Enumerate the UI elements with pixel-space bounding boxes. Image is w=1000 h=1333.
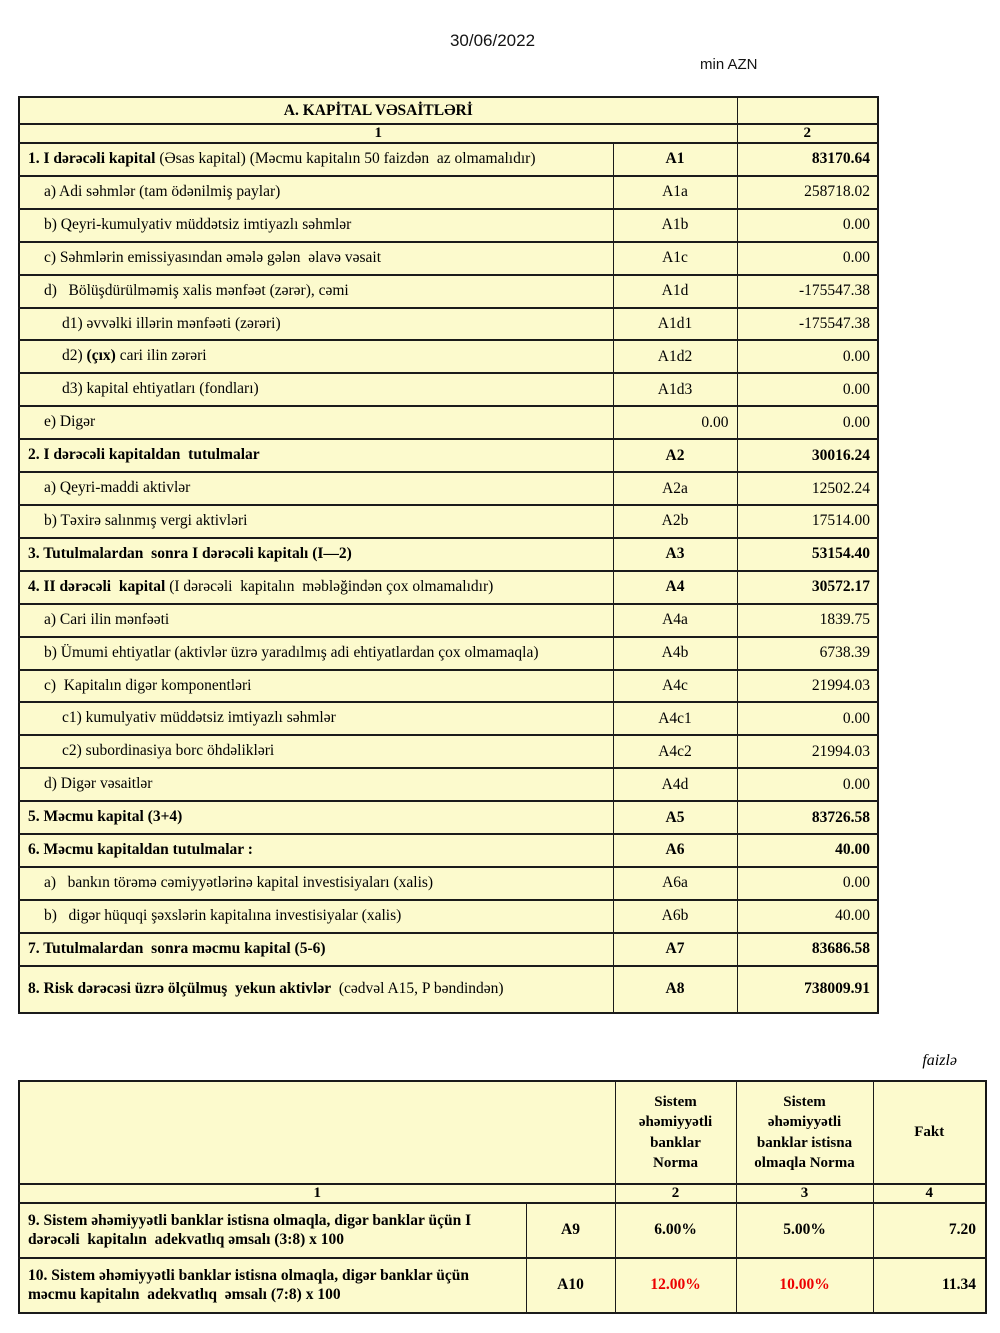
label-part: c) Səhmlərin emissiyasından əmələ gələn əlavə vəsait (44, 248, 382, 266)
row-label (19, 1203, 526, 1258)
table-row (19, 571, 878, 604)
row-norma-sib: 6.00% (615, 1203, 736, 1258)
label-part: b) Təxirə salınmış vergi aktivləri (44, 511, 248, 529)
row-label (19, 768, 613, 801)
capital-table-body (19, 143, 878, 1013)
adequacy-table-colnum-row (19, 1184, 986, 1203)
row-code: A4c1 (613, 702, 737, 735)
row-value: 6738.39 (737, 637, 878, 670)
row-code: A2 (613, 439, 737, 472)
row-label (19, 834, 613, 867)
label-part: b) Qeyri-kumulyativ müddətsiz imtiyazlı səhmlər (44, 215, 352, 233)
row-label (19, 670, 613, 703)
header-norma-sib: Sistem əhəmiyyətli banklar Norma (615, 1081, 736, 1184)
row-fakt: 7.20 (873, 1203, 986, 1258)
table-row (19, 340, 878, 373)
adequacy-table (18, 1080, 987, 1314)
table-row (19, 275, 878, 308)
table-row (19, 834, 878, 867)
row-code: A6 (613, 834, 737, 867)
label-bold-part: 10. Sistem əhəmiyyətli banklar istisna olmaqla, digər banklar üçün məcmu kapitalın adekvatlıq əmsalı (28, 1266, 473, 1304)
row-value: 0.00 (737, 702, 878, 735)
table-row (19, 505, 878, 538)
row-label (19, 604, 613, 637)
row-code: A8 (613, 966, 737, 1013)
table-row (19, 1258, 986, 1313)
label-bold-part: 8. Risk dərəcəsi üzrə ölçülmuş yekun aktivlər (28, 979, 332, 997)
capital-table-title: A. KAPİTAL VƏSAİTLƏRİ (19, 97, 737, 124)
row-label (19, 275, 613, 308)
label-part: d1) əvvəlki illərin mənfəəti (zərəri) (62, 314, 281, 332)
row-code: A6b (613, 900, 737, 933)
row-code: A4b (613, 637, 737, 670)
table-row (19, 604, 878, 637)
label-bold-part: 9. Sistem əhəmiyyətli banklar istisna olmaqla, digər banklar üçün I dərəcəli kapitalın adekvatlıq əmsalı (28, 1212, 475, 1249)
row-code: A1d1 (613, 308, 737, 341)
table-row (19, 1203, 986, 1258)
row-value: 258718.02 (737, 176, 878, 209)
label-part: cari ilin zərəri (115, 347, 207, 365)
colnum-1: 1 (19, 1184, 615, 1203)
table-row (19, 242, 878, 275)
row-value: 738009.91 (737, 966, 878, 1013)
row-label (19, 900, 613, 933)
table-row (19, 472, 878, 505)
row-value: 0.00 (737, 340, 878, 373)
colnum-2: 2 (737, 124, 878, 143)
row-label (19, 373, 613, 406)
table-row (19, 439, 878, 472)
table-row (19, 406, 878, 439)
row-value: 83726.58 (737, 801, 878, 834)
row-label (19, 538, 613, 571)
row-code: A1 (613, 143, 737, 176)
row-norma-other: 5.00% (736, 1203, 873, 1258)
row-code: A9 (526, 1203, 615, 1258)
table-row (19, 637, 878, 670)
row-label (19, 176, 613, 209)
row-value: 30572.17 (737, 571, 878, 604)
table-row (19, 867, 878, 900)
label-bold-part: 5. Məcmu kapital (3+4) (28, 808, 183, 826)
label-part: (7:8) x 100 (270, 1286, 341, 1304)
row-code: A2b (613, 505, 737, 538)
label-part: (I dərəcəli kapitalın məbləğindən çox olmamalıdır) (165, 577, 494, 595)
row-code: A4a (613, 604, 737, 637)
row-code: A7 (613, 933, 737, 966)
row-value: 0.00 (737, 373, 878, 406)
label-part: (3:8) x 100 (274, 1231, 345, 1249)
row-value: 30016.24 (737, 439, 878, 472)
row-value: 21994.03 (737, 735, 878, 768)
row-label (19, 966, 613, 1013)
label-bold-part: 1. I dərəcəli kapital (28, 150, 156, 167)
row-fakt: 11.34 (873, 1258, 986, 1313)
row-value: 83686.58 (737, 933, 878, 966)
row-label (19, 340, 613, 373)
table-row (19, 702, 878, 735)
label-part: d2) (62, 347, 87, 365)
row-code: A4c2 (613, 735, 737, 768)
row-label (19, 209, 613, 242)
colnum-1: 1 (19, 124, 737, 143)
row-value: -175547.38 (737, 308, 878, 341)
row-code: A1c (613, 242, 737, 275)
label-part: d3) kapital ehtiyatları (fondları) (62, 380, 259, 398)
label-bold-part: (çıx) (86, 347, 116, 365)
row-code: A3 (613, 538, 737, 571)
row-value: 17514.00 (737, 505, 878, 538)
row-code: A1a (613, 176, 737, 209)
row-value: 53154.40 (737, 538, 878, 571)
table-row (19, 538, 878, 571)
row-code: 0.00 (613, 406, 737, 439)
label-part: a) Cari ilin mənfəəti (44, 610, 170, 628)
row-label (19, 735, 613, 768)
row-norma-sib: 12.00% (615, 1258, 736, 1313)
row-value: 0.00 (737, 406, 878, 439)
row-value: 1839.75 (737, 604, 878, 637)
empty-header-cell (19, 1081, 615, 1184)
capital-table-title-row (19, 97, 878, 124)
table-row (19, 176, 878, 209)
adequacy-table-body (19, 1203, 986, 1313)
unit-label: min AZN (700, 56, 758, 73)
row-label (19, 505, 613, 538)
row-code: A1b (613, 209, 737, 242)
row-label (19, 472, 613, 505)
label-part: c2) subordinasiya borc öhdəlikləri (62, 742, 275, 760)
colnum-3: 3 (736, 1184, 873, 1203)
adequacy-table-header-row (19, 1081, 986, 1184)
label-part: c1) kumulyativ müddətsiz imtiyazlı səhmlər (62, 709, 336, 727)
row-code: A4 (613, 571, 737, 604)
row-code: A1d3 (613, 373, 737, 406)
table-row (19, 900, 878, 933)
label-part: d) Digər vəsaitlər (44, 775, 153, 793)
report-date: 30/06/2022 (449, 31, 536, 50)
row-value: 0.00 (737, 768, 878, 801)
row-code: A1d (613, 275, 737, 308)
label-part: a) bankın törəmə cəmiyyətlərinə kapital investisiyaları (xalis) (44, 873, 434, 891)
label-bold-part: 2. I dərəcəli kapitaldan tutulmalar (28, 446, 260, 464)
row-label (19, 406, 613, 439)
label-bold-part: 6. Məcmu kapitaldan tutulmalar : (28, 841, 253, 859)
percent-unit-label: faizlə (922, 1052, 957, 1069)
table-row (19, 308, 878, 341)
row-label (19, 308, 613, 341)
row-value: 12502.24 (737, 472, 878, 505)
row-label (19, 143, 613, 176)
label-part: (Əsas kapital) (Məcmu kapitalın 50 faizdən az olmamalıdır) (155, 150, 536, 167)
row-code: A6a (613, 867, 737, 900)
row-value: 83170.64 (737, 143, 878, 176)
row-code: A10 (526, 1258, 615, 1313)
row-value: 0.00 (737, 242, 878, 275)
row-label (19, 1258, 526, 1313)
row-label (19, 439, 613, 472)
header-fakt: Fakt (873, 1081, 986, 1184)
label-part: d) Bölüşdürülməmiş xalis mənfəət (zərər), cəmi (44, 281, 349, 299)
row-code: A2a (613, 472, 737, 505)
colnum-4: 4 (873, 1184, 986, 1203)
row-code: A1d2 (613, 340, 737, 373)
table-row (19, 933, 878, 966)
label-part: b) Ümumi ehtiyatlar (aktivlər üzrə yaradılmış adi ehtiyatlardan çox olmamaqla) (44, 643, 539, 661)
label-bold-part: 4. II dərəcəli kapital (28, 577, 166, 595)
row-value: 21994.03 (737, 670, 878, 703)
row-label (19, 637, 613, 670)
row-norma-other: 10.00% (736, 1258, 873, 1313)
row-code: A5 (613, 801, 737, 834)
table-row (19, 143, 878, 176)
row-value: 0.00 (737, 209, 878, 242)
capital-table-colnum-row (19, 124, 878, 143)
row-label (19, 571, 613, 604)
row-label (19, 933, 613, 966)
row-value: 40.00 (737, 900, 878, 933)
table-row (19, 801, 878, 834)
label-bold-part: 7. Tutulmalardan sonra məcmu kapital (5-6) (28, 939, 326, 957)
label-part: e) Digər (44, 413, 96, 431)
table-row (19, 373, 878, 406)
table-row (19, 209, 878, 242)
label-part: a) Adi səhmlər (tam ödənilmiş paylar) (44, 182, 281, 200)
label-part: (cədvəl A15, P bəndindən) (331, 979, 504, 997)
colnum-2: 2 (615, 1184, 736, 1203)
row-label (19, 867, 613, 900)
row-label (19, 242, 613, 275)
row-value: -175547.38 (737, 275, 878, 308)
table-row (19, 966, 878, 1013)
row-value: 0.00 (737, 867, 878, 900)
header-norma-other: Sistem əhəmiyyətli banklar istisna olmaqla Norma (736, 1081, 873, 1184)
row-code: A4d (613, 768, 737, 801)
row-label (19, 801, 613, 834)
label-part: c) Kapitalın digər komponentləri (44, 676, 252, 694)
label-part: b) digər hüquqi şəxslərin kapitalına investisiyalar (xalis) (44, 906, 402, 924)
capital-table (18, 96, 879, 1014)
table-row (19, 768, 878, 801)
row-value: 40.00 (737, 834, 878, 867)
table-row (19, 670, 878, 703)
row-label (19, 702, 613, 735)
table-row (19, 735, 878, 768)
empty-header-cell (737, 97, 878, 124)
label-bold-part: 3. Tutulmalardan sonra I dərəcəli kapitalı (I—2) (28, 544, 352, 562)
row-code: A4c (613, 670, 737, 703)
label-part: a) Qeyri-maddi aktivlər (44, 479, 191, 497)
